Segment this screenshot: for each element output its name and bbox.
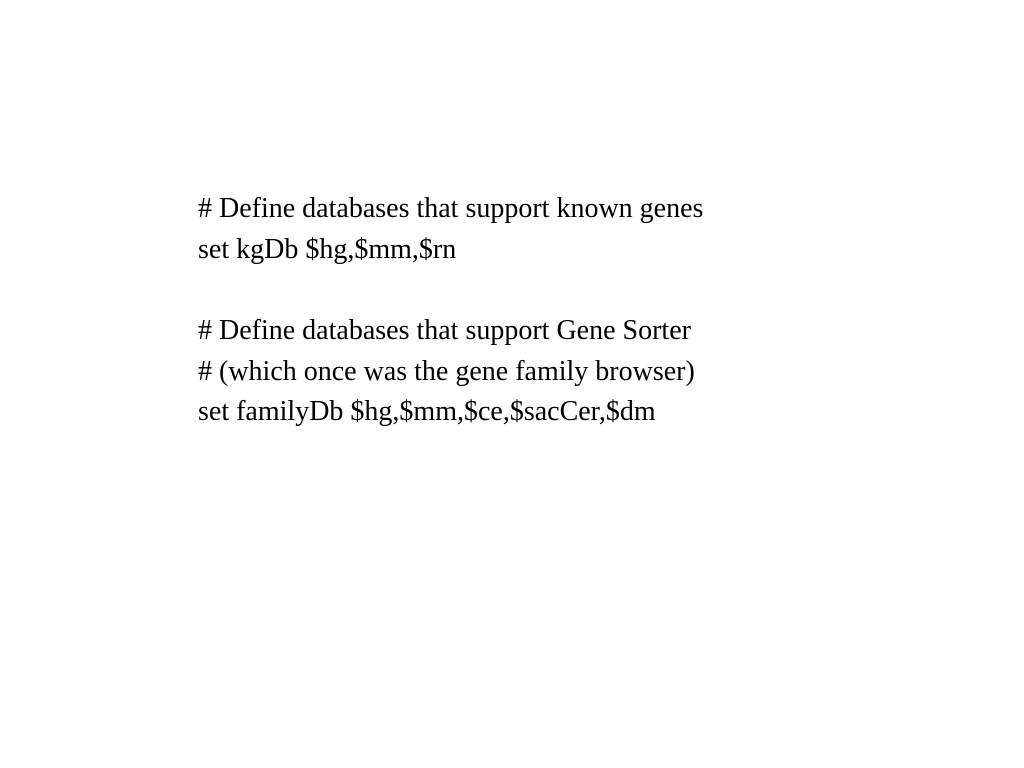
comment-line-gene-sorter: # Define databases that support Gene Sorter <box>198 315 691 347</box>
set-familydb-line: set familyDb $hg,$mm,$ce,$sacCer,$dm <box>198 396 656 428</box>
set-kgdb-line: set kgDb $hg,$mm,$rn <box>198 233 457 265</box>
comment-line-known-genes: # Define databases that support known genes <box>198 193 704 224</box>
blank-line <box>198 270 958 311</box>
code-text-block <box>198 189 958 433</box>
comment-line-family-browser: # (which once was the gene family browser) <box>198 355 695 387</box>
